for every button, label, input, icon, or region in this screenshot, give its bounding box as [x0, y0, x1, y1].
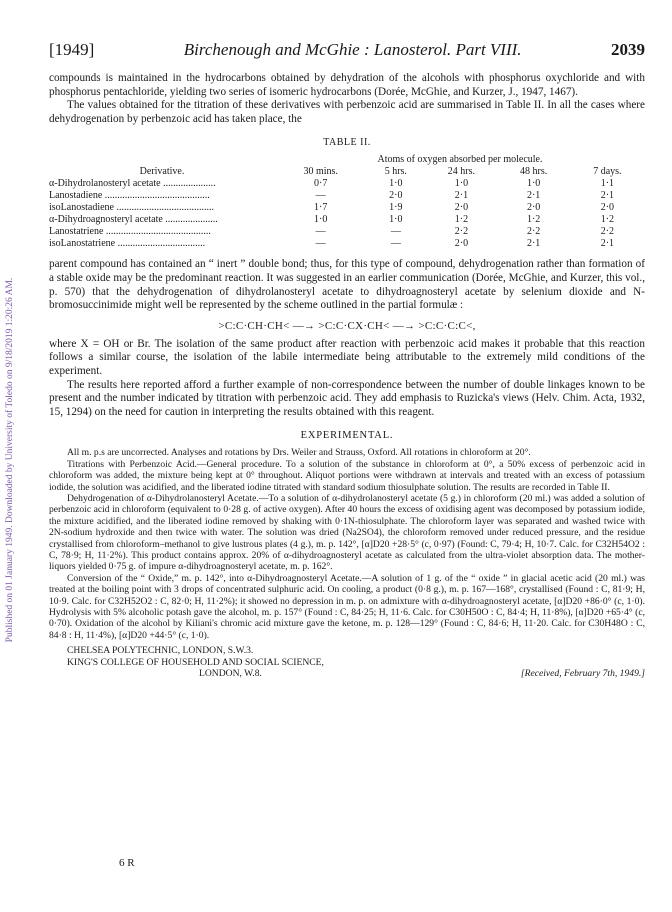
header-year: [1949]: [49, 40, 95, 59]
column-header: Derivative.: [139, 166, 185, 178]
section-heading: EXPERIMENTAL.: [300, 430, 394, 442]
results-table: [49, 154, 645, 250]
address-line: LONDON, W.8.: [199, 668, 262, 680]
table-cell: —: [315, 238, 326, 250]
table-cell: isoLanostadiene .......................................: [49, 202, 214, 214]
paragraph: compounds is maintained in the hydrocarbons obtained by dehydration of the alcohols with phosphorus oxychloride and with phosphorus pentachloride, yielding two series of isomeric hydrocarbons (Dorée, McGhie, and Kurzer, J., 1947, 1467).: [49, 72, 645, 98]
table-cell: 1·2: [600, 214, 615, 226]
column-header: 48 hrs.: [520, 166, 548, 178]
author-address: [49, 645, 645, 680]
table-cell: α-Dihydrolanosteryl acetate .....................: [49, 178, 216, 190]
table-cell: 1·0: [454, 178, 469, 190]
table-cell: 1·2: [526, 214, 541, 226]
table-cell: 1·0: [314, 214, 328, 226]
table-row: [49, 226, 645, 238]
table-group-header: Atoms of oxygen absorbed per molecule.: [377, 154, 543, 166]
table-cell: 1·0: [526, 178, 541, 190]
table-cell: 2·0: [600, 202, 615, 214]
table-row: [49, 190, 645, 202]
column-header: 24 hrs.: [447, 166, 476, 178]
paragraph: Dehydrogenation of α-Dihydrolanosteryl Acetate.—To a solution of α-dihydrolanosteryl acetate (5 g.) in chloroform (20 ml.) was added a solution of perbenzoic acid in chloroform (equivalent to 0·28 g. of active oxygen). After 40 hours the excess of oxidising agent was decomposed by potassium iodide, the mixture acidified, and the liberated iodine removed by shaking with 0·1N-thiosulphate. The chloroform layer was separated and washed twice with 2N-sodium hydroxide and then twice with water. The solution was dried (Na2SO4), the chloroform removed under reduced pressure, and the residue crystallised from chloroform–methanol to give lustrous plates (4 g.), m. p. 142°, [α]D20 +28·5° (c, 0·97) (Found: C, 79·4; H, 10·7. Calc. for C32H54O2 : C, 78·9; H, 11·2%). This product contains approx. 20% of α-dihydroagnosteryl acetate as calculated from the ultra-violet absorption data. The mother-liquors yielded 0·75 g. of impure α-dihydroagnosteryl acetate, m. p. 162°.: [49, 492, 645, 573]
signature-mark: 6 R: [119, 857, 135, 869]
experimental-section: [49, 447, 645, 641]
table-cell: —: [315, 226, 326, 238]
table-cell: 1·9: [389, 202, 403, 214]
address-line: KING'S COLLEGE OF HOUSEHOLD AND SOCIAL SCIENCE,: [67, 656, 324, 668]
table-cell: 0·7: [314, 178, 328, 190]
received-date: [Received, February 7th, 1949.]: [520, 668, 645, 680]
table-cell: 2·1: [600, 238, 615, 250]
page-number: 2039: [611, 40, 645, 59]
running-title: Birchenough and McGhie : Lanosterol. Part VIII.: [183, 40, 522, 59]
paragraph: parent compound has contained an “ inert ” double bond; thus, for this type of compound, dehydrogenation rather than formation of a stable oxide may be the predominant reaction. It was suggested in an earlier communication (Dorée, McGhie, and Kurzer, this vol., p. 570) that the dehydrogenation of dihydrolanosteryl acetate to dihydroagnosteryl acetate by selenium dioxide and N-bromosuccinimide might well be represented by the scheme outlined in the partial formulæ :: [49, 258, 645, 312]
table-cell: 1·0: [389, 178, 403, 190]
table-cell: 2·0: [454, 202, 469, 214]
running-header: [49, 40, 645, 60]
address-line: CHELSEA POLYTECHNIC, LONDON, S.W.3.: [67, 645, 254, 657]
table-cell: Lanostadiene ..........................................: [49, 190, 210, 202]
table-row: [49, 214, 645, 226]
table-cell: isoLanostatriene ...................................: [49, 238, 206, 250]
column-header: 5 hrs.: [384, 166, 407, 178]
column-header: 30 mins.: [303, 166, 338, 178]
table-cell: 2·2: [526, 226, 541, 238]
paragraph: where X = OH or Br. The isolation of the same product after reaction with perbenzoic acid makes it probable that this reaction follows a similar course, the isolation of the labile intermediate being attributable to the extremely mild conditions of the experiment.: [49, 337, 645, 377]
paragraph: The values obtained for the titration of these derivatives with perbenzoic acid are summarised in Table II. In all the cases where dehydrogenation by perbenzoic acid has taken place, the: [49, 99, 645, 125]
column-header: 7 days.: [593, 166, 622, 178]
table-cell: 2·0: [454, 238, 469, 250]
table-caption: TABLE II.: [323, 137, 371, 149]
download-watermark: Published on 01 January 1949. Downloaded by University of Toledo on 9/18/2019 1:20:26 AM.: [5, 277, 15, 643]
table-cell: 2·1: [526, 190, 541, 202]
table-cell: —: [315, 190, 326, 202]
table-cell: 2·1: [526, 238, 541, 250]
paragraph: All m. p.s are uncorrected. Analyses and rotations by Drs. Weiler and Strauss, Oxford. All rotations in chloroform at 20°.: [67, 447, 531, 459]
table-cell: 2·0: [526, 202, 541, 214]
table-cell: 2·1: [600, 190, 615, 202]
table-cell: —: [390, 226, 401, 238]
table-cell: 1·7: [314, 202, 328, 214]
table-row: [49, 202, 645, 214]
table-header-row: [49, 166, 645, 178]
table-row: [49, 178, 645, 190]
table-cell: α-Dihydroagnosteryl acetate .....................: [49, 214, 218, 226]
table-cell: 2·2: [600, 226, 615, 238]
table-cell: 1·0: [389, 214, 403, 226]
table-cell: Lanostatriene ..........................................: [49, 226, 211, 238]
article-page: [49, 40, 645, 680]
paragraph: The results here reported afford a further example of non-correspondence between the number of double linkages known to be present and the number indicated by titration with perbenzoic acid. They add emphasis to Ruzicka's views (Helv. Chim. Acta, 1932, 15, 1294) on the need for caution in interpreting the results obtained with this reagent.: [49, 378, 645, 418]
partial-formula: >C:C·CH·CH< —→ >C:C·CX·CH< —→ >C:C·C:C<,: [218, 319, 476, 332]
table-cell: 2·1: [454, 190, 469, 202]
table-cell: 2·2: [454, 226, 469, 238]
table-cell: 2·0: [389, 190, 403, 202]
table-cell: —: [390, 238, 401, 250]
table-cell: 1·1: [600, 178, 615, 190]
table-cell: 1·2: [454, 214, 469, 226]
paragraph: Titrations with Perbenzoic Acid.—General procedure. To a solution of the substance in chloroform at 0°, a 50% excess of perbenzoic acid in chloroform was added, the mixture being kept at 0° throughout. Aliquot portions were withdrawn at intervals and treated with an excess of potassium iodide, the solution was acidified, and the liberated iodine titrated with standard sodium thiosulphate solution. The results are recorded in Table II.: [49, 458, 645, 493]
table-row: [49, 238, 645, 250]
paragraph: Conversion of the “ Oxide,” m. p. 142°, into α-Dihydroagnosteryl Acetate.—A solution of 1 g. of the “ oxide ” in glacial acetic acid (20 ml.) was treated at the boiling point with 3 drops of concentrated sulphuric acid. On cooling, a product (0·8 g.), m. p. 167—168°, crystallised (Found : C, 81·9; H, 10·9. Calc. for C32H52O2 : C, 82·0; H, 11·2%); it showed no depression in m. p. on admixture with α-dihydroagnosteryl acetate, [α]D20 +86·0° (c, 1·0). Hydrolysis with 5% alcoholic potash gave the alcohol, m. p. 157° (Found : C, 84·25; H, 11·6. Calc. for C30H50O : C, 84·4; H, 11·8%), [α]D20 +65·4° (c, 0·70). Oxidation of the alcohol by Kiliani's chromic acid mixture gave the ketone, m. p. 128—129° (Found : C, 84·6; H, 11·20. Calc. for C30H48O : C, 84·8 : H, 11·4%), [α]D20 +44·5° (c, 1·0).: [49, 572, 645, 641]
